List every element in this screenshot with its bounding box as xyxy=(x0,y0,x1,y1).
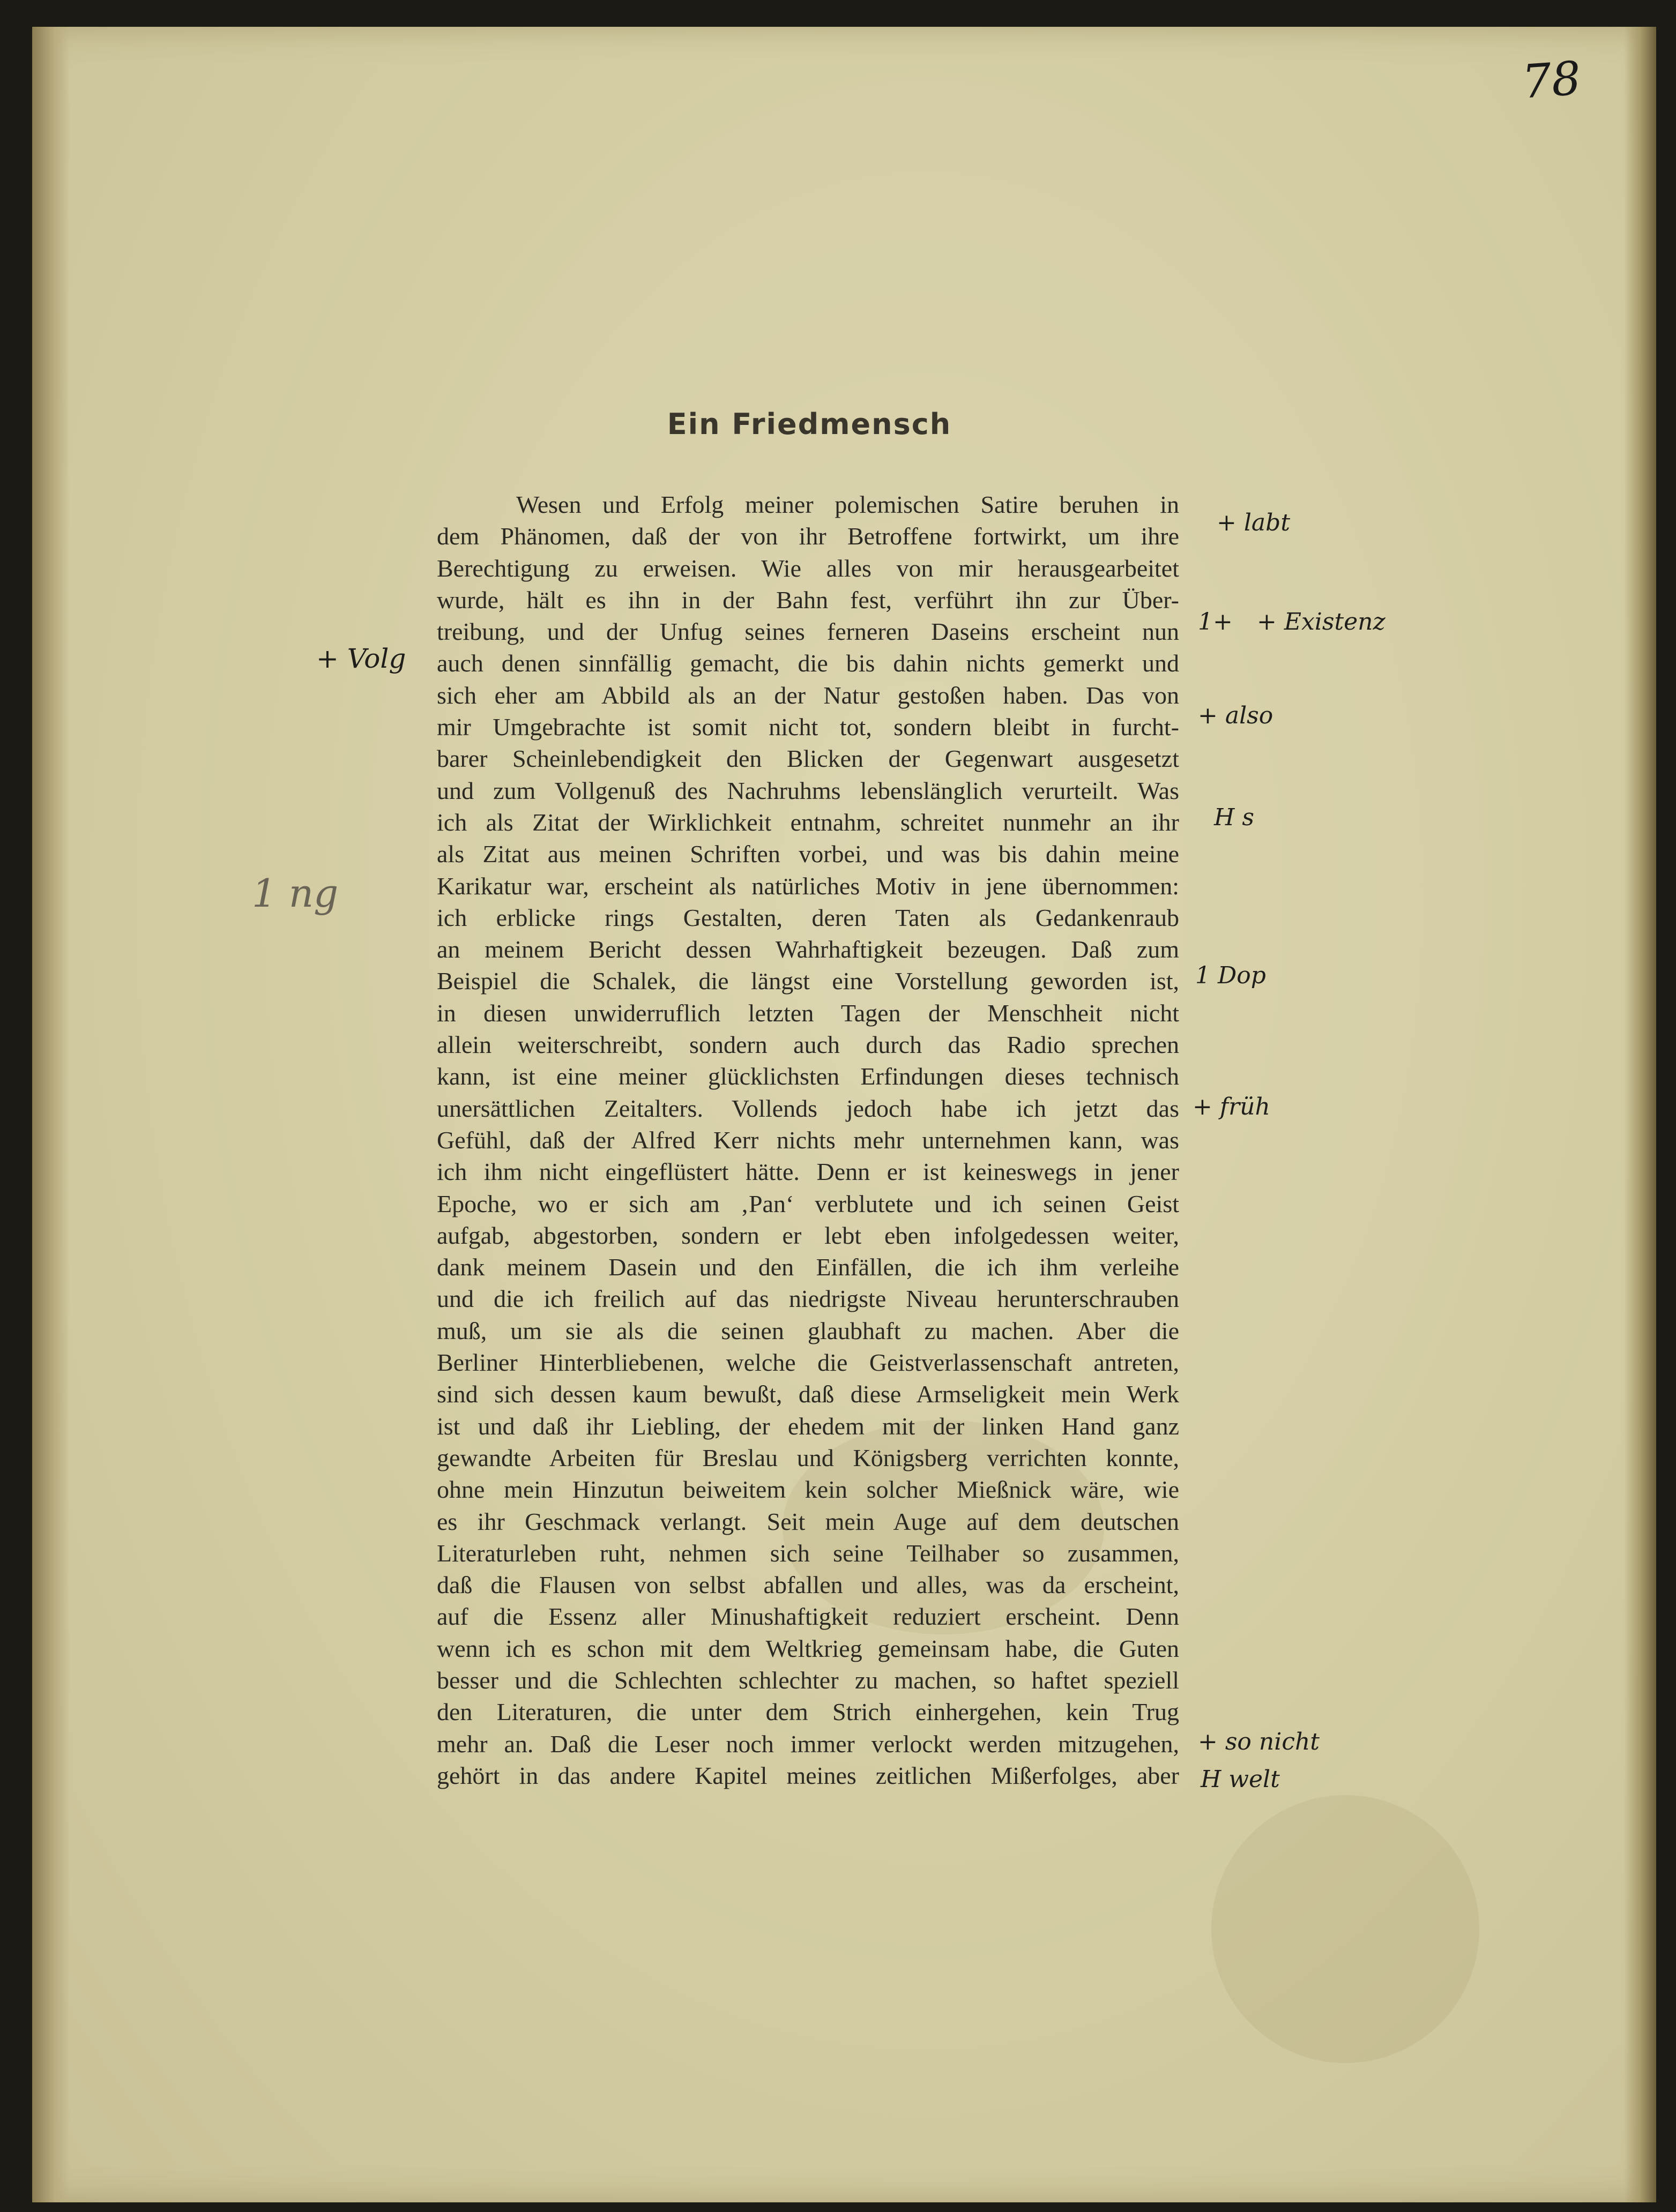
text-line: und zum Vollgenuß des Nachruhms lebenslänglich verurteilt. Was xyxy=(437,776,1179,804)
text-line: Literaturleben ruht, nehmen sich seine Teilhaber so zusammen, xyxy=(437,1539,1179,1567)
margin-note: + so nicht xyxy=(1198,1728,1320,1755)
text-line: in diesen unwiderruflich letzten Tagen der Menschheit nicht xyxy=(437,999,1179,1027)
text-line: kann, ist eine meiner glücklichsten Erfindungen dieses technisch xyxy=(437,1063,1179,1090)
text-line: gewandte Arbeiten für Breslau und Königsberg verrichten konnte, xyxy=(437,1444,1179,1471)
text-line: auch denen sinnfällig gemacht, die bis dahin nichts gemerkt und xyxy=(437,649,1179,677)
text-line: dem Phänomen, daß der von ihr Betroffene fortwirkt, um ihre xyxy=(437,522,1179,550)
margin-note: H welt xyxy=(1201,1766,1280,1793)
text-line: allein weiterschreibt, sondern auch durch das Radio sprechen xyxy=(437,1031,1179,1059)
text-line: mehr an. Daß die Leser noch immer verlockt werden mitzugehen, xyxy=(437,1730,1179,1758)
text-line: als Zitat aus meinen Schriften vorbei, und was bis dahin meine xyxy=(437,840,1179,868)
text-line: Karikatur war, erscheint als natürliches Motiv in jene übernommen: xyxy=(437,872,1179,900)
paper-stain xyxy=(1211,1795,1479,2063)
text-line: barer Scheinlebendigkeit den Blicken der Gegenwart ausgesetzt xyxy=(437,745,1179,773)
margin-note: + Volg xyxy=(316,643,406,674)
text-line: unersättlichen Zeitalters. Vollends jedoch habe ich jetzt das xyxy=(437,1094,1179,1122)
margin-note: 1+ xyxy=(1198,608,1233,636)
text-line: Wesen und Erfolg meiner polemischen Satire beruhen in xyxy=(516,491,1179,518)
text-line: sind sich dessen kaum bewußt, daß diese Armseligkeit mein Werk xyxy=(437,1380,1179,1408)
text-line: wurde, hält es ihn in der Bahn fest, verführt ihn zur Über- xyxy=(437,586,1179,614)
text-line: wenn ich es schon mit dem Weltkrieg gemeinsam habe, die Guten xyxy=(437,1634,1179,1662)
page-number: 78 xyxy=(1520,51,1583,109)
text-line: gehört in das andere Kapitel meines zeitlichen Mißerfolges, aber xyxy=(437,1761,1179,1789)
text-line: es ihr Geschmack verlangt. Seit mein Auge auf dem deutschen xyxy=(437,1507,1179,1535)
margin-note: 1 ng xyxy=(252,871,339,916)
text-line: besser und die Schlechten schlechter zu machen, so haftet speziell xyxy=(437,1666,1179,1694)
text-line: an meinem Bericht dessen Wahrhaftigkeit bezeugen. Daß zum xyxy=(437,936,1179,963)
body-text xyxy=(437,489,1179,1791)
text-line: auf die Essenz aller Minushaftigkeit reduziert erscheint. Denn xyxy=(437,1603,1179,1631)
text-line: Berliner Hinterbliebenen, welche die Geistverlassenschaft antreten, xyxy=(437,1349,1179,1377)
text-line: Berechtigung zu erweisen. Wie alles von mir herausgearbeitet xyxy=(437,554,1179,582)
margin-note: + labt xyxy=(1217,509,1291,536)
text-line: Gefühl, daß der Alfred Kerr nichts mehr unternehmen kann, was xyxy=(437,1126,1179,1154)
text-line: und die ich freilich auf das niedrigste Niveau herunterschrauben xyxy=(437,1285,1179,1313)
text-line: ich erblicke rings Gestalten, deren Taten als Gedankenraub xyxy=(437,903,1179,931)
margin-note: + Existenz xyxy=(1257,608,1386,636)
text-line: daß die Flausen von selbst abfallen und alles, was da erscheint, xyxy=(437,1571,1179,1599)
text-line: ich ihm nicht eingeflüstert hätte. Denn er ist keineswegs in jener xyxy=(437,1158,1179,1186)
text-line: mir Umgebrachte ist somit nicht tot, sondern bleibt in furcht- xyxy=(437,713,1179,741)
margin-note: + also xyxy=(1198,702,1273,729)
text-line: muß, um sie als die seinen glaubhaft zu machen. Aber die xyxy=(437,1317,1179,1344)
text-line: ohne mein Hinzutun beiweitem kein solcher Mießnick wäre, wie xyxy=(437,1476,1179,1504)
page-title: Ein Friedmensch xyxy=(667,407,952,441)
margin-note: H s xyxy=(1214,804,1254,831)
text-line: treibung, und der Unfug seines ferneren Daseins erscheint nun xyxy=(437,618,1179,646)
page-edge-shadow xyxy=(1624,27,1656,2202)
margin-note: + früh xyxy=(1193,1093,1270,1120)
text-line: aufgab, abgestorben, sondern er lebt eben infolgedessen weiter, xyxy=(437,1221,1179,1249)
text-line: Epoche, wo er sich am ‚Pan‘ verblutete und ich seinen Geist xyxy=(437,1190,1179,1217)
page-gutter-shadow xyxy=(32,27,70,2202)
text-line: dank meinem Dasein und den Einfällen, die ich ihm verleihe xyxy=(437,1253,1179,1281)
text-line: den Literaturen, die unter dem Strich einhergehen, kein Trug xyxy=(437,1698,1179,1726)
text-line: Beispiel die Schalek, die längst eine Vorstellung geworden ist, xyxy=(437,967,1179,995)
text-line: ist und daß ihr Liebling, der ehedem mit der linken Hand ganz xyxy=(437,1412,1179,1440)
text-line: ich als Zitat der Wirklichkeit entnahm, schreitet nunmehr an ihr xyxy=(437,808,1179,836)
text-line: sich eher am Abbild als an der Natur gestoßen haben. Das von xyxy=(437,681,1179,709)
margin-note: 1 Dop xyxy=(1195,962,1266,989)
